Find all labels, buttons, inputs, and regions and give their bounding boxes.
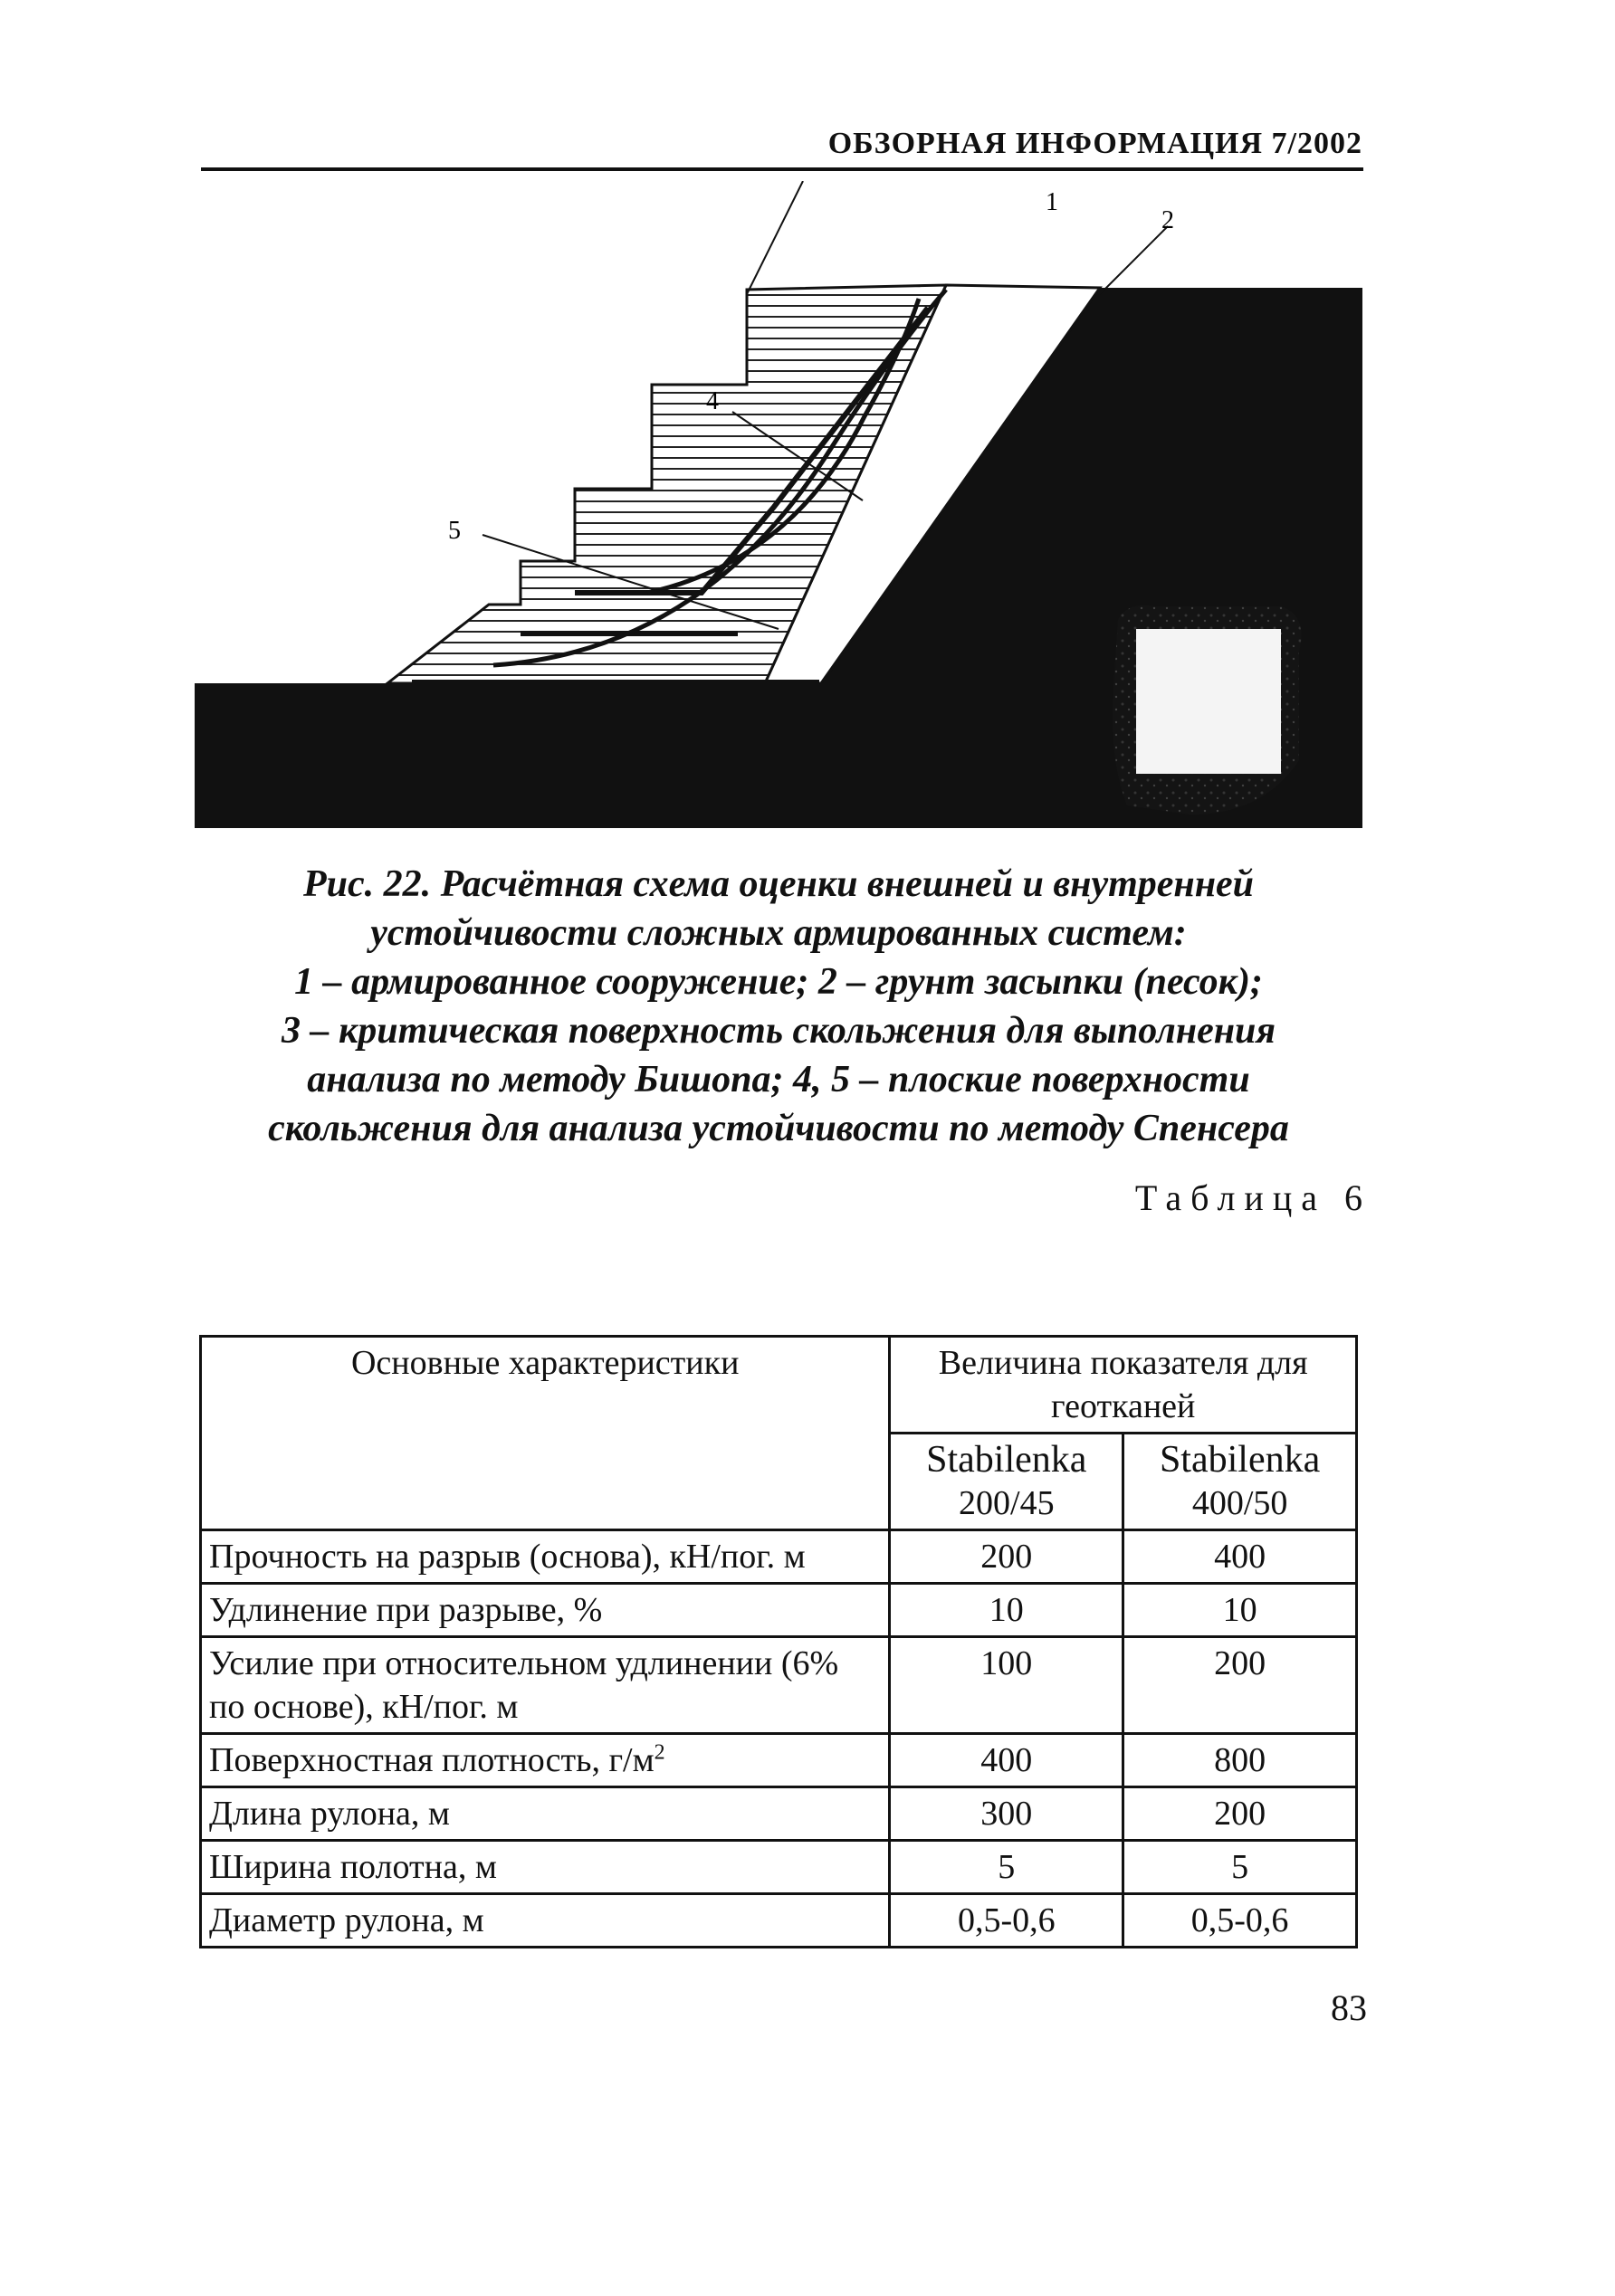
callout-1: 1 [1046,188,1058,216]
product-2-brand: Stabilenka [1159,1439,1321,1481]
table-row [201,1584,1357,1637]
product-1-grade: 200/45 [959,1484,1055,1522]
header-product-1 [890,1434,1123,1530]
row-value-1: 5 [890,1841,1123,1894]
row-value-1: 10 [890,1584,1123,1637]
page-number: 83 [1331,1987,1367,2028]
header-value-group: Величина показателя для геотканей [890,1337,1357,1434]
row-value-1: 100 [890,1637,1123,1734]
table-label: Таблица 6 [1134,1177,1371,1218]
caption-line: Рис. 22. Расчётная схема оценки внешней и внутренней [302,863,1255,905]
geotextile-spec-table [199,1335,1358,1948]
row-label: Ширина полотна, м [201,1841,890,1894]
callout-4: 4 [706,387,719,415]
row-label: Удлинение при разрыве, % [201,1584,890,1637]
row-value-2: 10 [1123,1584,1357,1637]
header-product-2 [1123,1434,1357,1530]
table-row [201,1637,1357,1734]
caption-line: устойчивости сложных армированных систем: [370,912,1187,954]
row-value-2: 800 [1123,1734,1357,1787]
row-value-2: 0,5-0,6 [1123,1894,1357,1948]
figure-caption [181,860,1376,1153]
row-value-1: 200 [890,1530,1123,1584]
row-label: Усилие при относительном удлинении (6% по основе), кН/пог. м [201,1637,890,1734]
row-value-2: 200 [1123,1787,1357,1841]
product-1-brand: Stabilenka [926,1439,1087,1481]
caption-line: анализа по методу Бишопа; 4, 5 – плоские поверхности [307,1059,1250,1100]
caption-line: 3 – критическая поверхность скольжения для выполнения [281,1010,1276,1052]
row-label [201,1734,890,1787]
header-rule [201,167,1363,171]
caption-line: 1 – армированное сооружение; 2 – грунт засыпки (песок); [294,961,1263,1003]
row-value-2: 5 [1123,1841,1357,1894]
row-label: Прочность на разрыв (основа), кН/пог. м [201,1530,890,1584]
table-row [201,1734,1357,1787]
table-row [201,1530,1357,1584]
row-label: Диаметр рулона, м [201,1894,890,1948]
table-row [201,1894,1357,1948]
caption-line: скольжения для анализа устойчивости по методу Спенсера [268,1108,1289,1149]
table-row [201,1787,1357,1841]
superscript: 2 [654,1740,665,1765]
row-value-2: 200 [1123,1637,1357,1734]
header-characteristics: Основные характеристики [201,1337,890,1530]
table-row [201,1841,1357,1894]
row-value-1: 0,5-0,6 [890,1894,1123,1948]
row-value-1: 400 [890,1734,1123,1787]
row-value-2: 400 [1123,1530,1357,1584]
row-label: Длина рулона, м [201,1787,890,1841]
callout-5: 5 [448,517,461,545]
reinforced-slope-figure [195,181,1371,842]
row-value-1: 300 [890,1787,1123,1841]
running-header: ОБЗОРНАЯ ИНФОРМАЦИЯ 7/2002 [827,127,1362,160]
product-2-grade: 400/50 [1191,1484,1288,1522]
callout-2: 2 [1161,206,1174,234]
row-label-text: Поверхностная плотность, г/м [209,1741,655,1779]
